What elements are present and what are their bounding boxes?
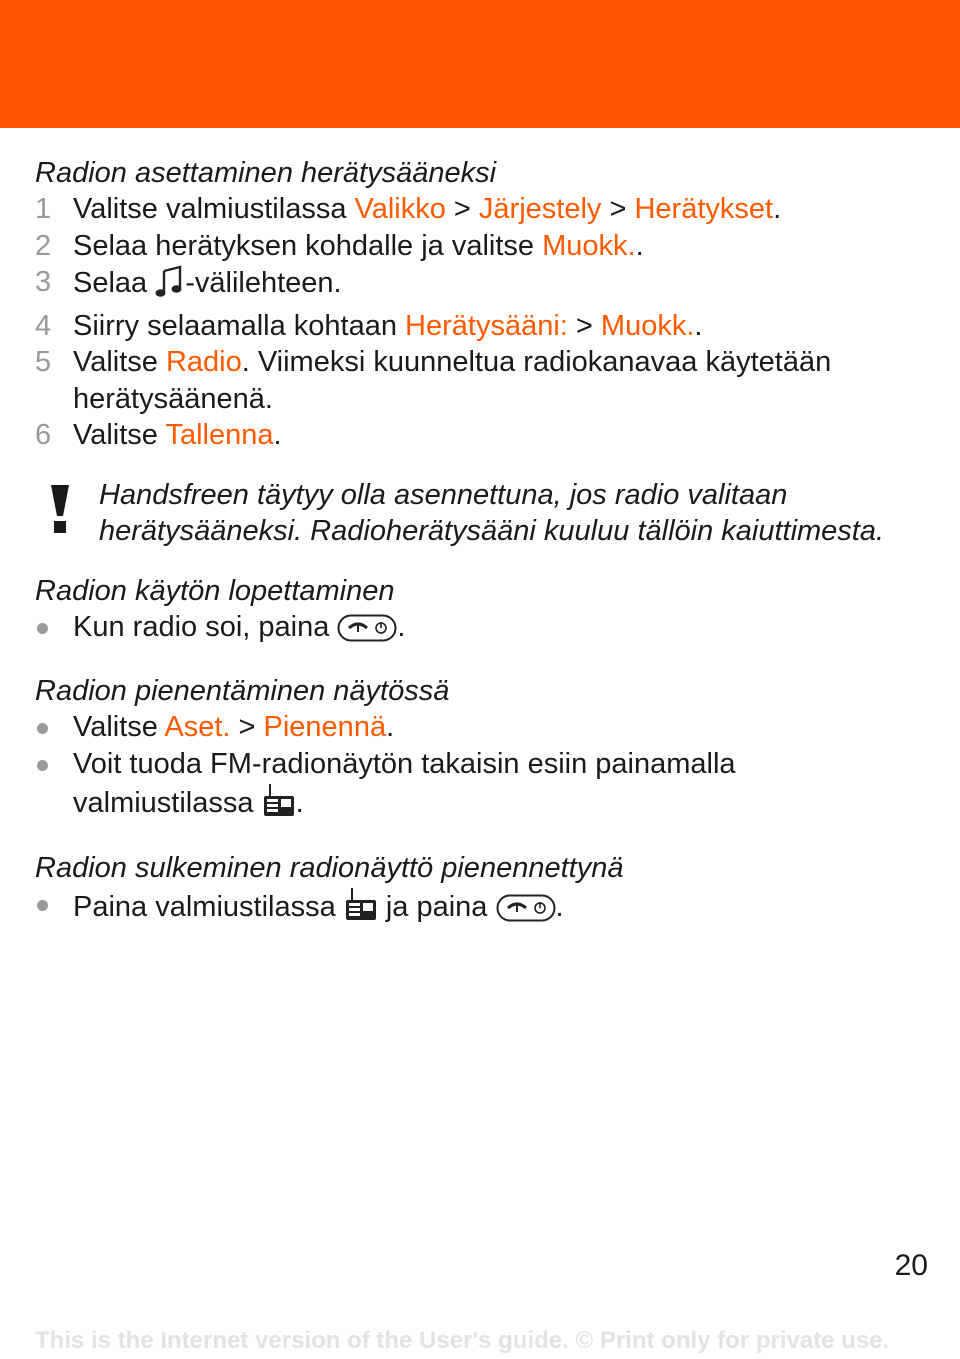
step-text: Selaa (73, 267, 156, 299)
page-content (35, 155, 935, 931)
step-number: 2 (35, 229, 52, 262)
menu-term-valikko: Valikko (354, 193, 446, 225)
menu-term-jarjestely: Järjestely (478, 193, 602, 225)
bullet-text: Paina valmiustilassa (73, 890, 344, 923)
bullet-dot (37, 760, 48, 771)
menu-term-muokk: Muokk. (542, 229, 636, 262)
end-call-key-icon (337, 614, 397, 652)
menu-term-radio: Radio (165, 346, 242, 378)
bullet-text-continued: valmiustilassa (73, 787, 262, 819)
page-number: 20 (894, 1249, 928, 1282)
end-call-key-icon (496, 894, 556, 932)
step-2 (35, 228, 935, 265)
section-heading-close: Radion sulkeminen radionäyttö pienennettynä (35, 851, 624, 884)
step-number: 4 (35, 309, 52, 342)
section-heading-stop: Radion käytön lopettaminen (35, 574, 395, 607)
step-5 (35, 344, 935, 417)
step-3 (35, 264, 935, 308)
punctuation: . (694, 309, 703, 342)
bullet-dot (37, 723, 48, 734)
punctuation: . (773, 193, 782, 225)
note-text-line1: Handsfreen täytyy olla asennettuna, jos radio valitaan (99, 478, 788, 511)
step-text: Siirry selaamalla kohtaan (73, 309, 406, 342)
menu-term-aset: Aset. (164, 711, 231, 743)
separator: > (601, 193, 635, 225)
step-6 (35, 417, 935, 454)
bullet-text: Voit tuoda FM-radionäytön takaisin esiin painamalla (73, 747, 736, 780)
punctuation: . (295, 787, 304, 819)
step-text-continued: herätysäänenä. (73, 382, 273, 415)
bullet-item (35, 609, 935, 652)
bullet-item (35, 709, 935, 746)
menu-term-heratysaani: Herätysääni: (405, 309, 568, 342)
punctuation: . (635, 229, 644, 262)
bullet-item (35, 886, 935, 932)
separator: > (445, 193, 479, 225)
note-block (35, 477, 935, 549)
step-number: 5 (35, 346, 52, 378)
bullet-text: Valitse (73, 711, 165, 743)
step-text: . Viimeksi kuunneltua radiokanavaa käytetään (241, 346, 832, 378)
punctuation: . (273, 419, 282, 451)
punctuation: . (386, 711, 395, 743)
bullet-dot (37, 900, 48, 911)
step-4 (35, 308, 935, 345)
step-number: 6 (35, 419, 52, 451)
punctuation: . (397, 610, 406, 643)
step-text: Valitse valmiustilassa (73, 193, 355, 225)
menu-term-tallenna: Tallenna (165, 419, 274, 451)
section-heading-minimize: Radion pienentäminen näytössä (35, 675, 450, 707)
menu-term-herätykset: Herätykset (634, 193, 774, 225)
section-heading-alarm: Radion asettaminen herätysääneksi (35, 157, 497, 189)
step-1 (35, 191, 935, 228)
menu-term-pienenna: Pienennä (263, 711, 387, 743)
separator: > (230, 711, 264, 743)
music-note-icon (155, 264, 185, 308)
bullet-dot (37, 623, 48, 634)
step-text: -välilehteen. (185, 267, 342, 299)
step-number: 1 (35, 193, 52, 225)
exclamation-icon (49, 483, 71, 535)
separator: > (567, 309, 601, 342)
note-text-line2: herätysääneksi. Radioherätysääni kuuluu tällöin kaiuttimesta. (99, 514, 885, 547)
radio-key-icon (262, 782, 296, 828)
footer-disclaimer: This is the Internet version of the User's guide. © Print only for private use. (35, 1327, 890, 1354)
step-text: Valitse (73, 346, 166, 378)
step-text: Selaa herätyksen kohdalle ja valitse (73, 229, 543, 262)
radio-key-icon (344, 886, 378, 932)
step-text: Valitse (73, 419, 166, 451)
menu-term-muokk: Muokk. (600, 309, 695, 342)
punctuation: . (555, 890, 564, 923)
header-banner (0, 0, 960, 128)
bullet-text: Kun radio soi, paina (73, 610, 338, 643)
step-number: 3 (35, 266, 52, 298)
bullet-text: ja paina (377, 890, 496, 923)
bullet-item (35, 746, 935, 828)
